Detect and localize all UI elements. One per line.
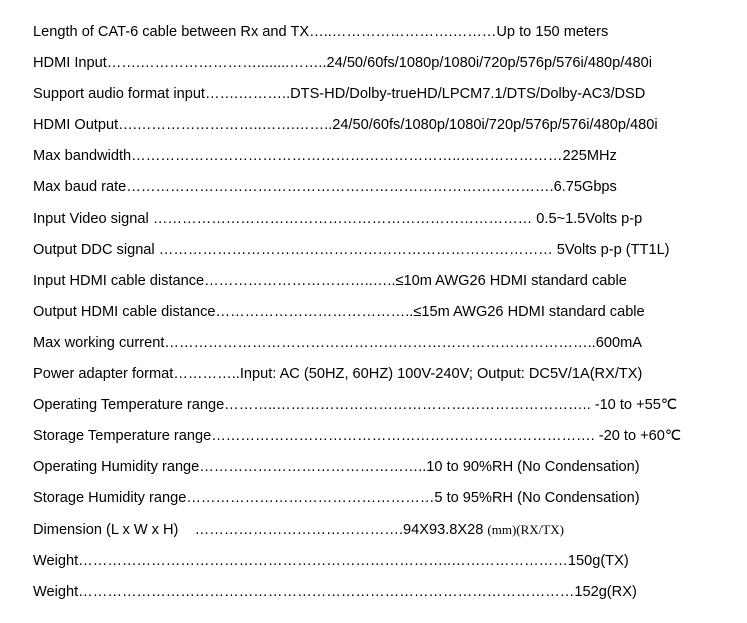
- spec-text: Output HDMI cable distance…………………………………..≤15m AWG26 HDMI standard cable: [33, 303, 645, 320]
- spec-text: Input Video signal …………………………………………………………………… 0.5~1.5Volts p-p: [33, 210, 643, 227]
- spec-text: Max bandwidth…………………………………………………………..…………………225MHz: [33, 148, 617, 165]
- spec-text: Length of CAT-6 cable between Rx and TX…..…………………….………Up to 150 meters: [33, 24, 609, 40]
- spec-operating-humidity: [33, 455, 693, 486]
- spec-cable-length: [33, 20, 693, 51]
- spec-hdmi-input: [33, 51, 693, 82]
- spec-text: Max baud rate…………………………………………………………………………….6.75Gbps: [33, 179, 617, 196]
- spec-text: Output DDC signal ……………………………………………………………………… 5Volts p-p (TT1L): [33, 241, 670, 258]
- spec-text: Storage Temperature range……………………………………………………………………. -20 to +60: [33, 428, 665, 445]
- spec-text: Storage Humidity range……………………………………………5 to 95%RH (No Condensation): [33, 490, 640, 507]
- spec-weight-rx: [33, 580, 693, 611]
- spec-input-video-signal: [33, 207, 693, 238]
- spec-text: Weight…………………………………………………………………..……………………150g(TX): [33, 552, 629, 569]
- spec-storage-humidity: [33, 486, 693, 517]
- spec-max-baud-rate: [33, 175, 693, 206]
- spec-unit: (mm)(RX/TX): [487, 521, 564, 537]
- spec-text: Max working current……………………………………………………………………………..600mA: [33, 334, 642, 351]
- spec-text: Weight…………………………………………………………………………………………152g(RX): [33, 583, 637, 600]
- spec-unit: ℃: [664, 428, 682, 445]
- spec-unit: ℃: [660, 397, 678, 414]
- spec-max-bandwidth: [33, 144, 693, 175]
- spec-hdmi-output: [33, 113, 693, 144]
- spec-text: Operating Humidity range………………………………………..10 to 90%RH (No Condensation): [33, 459, 640, 476]
- spec-weight-tx: [33, 549, 693, 580]
- spec-dimension: [33, 518, 693, 549]
- spec-text: Power adapter format…………..Input: AC (50HZ, 60HZ) 100V-240V; Output: DC5V/1A(RX/TX): [33, 366, 643, 383]
- specification-list: [33, 20, 693, 611]
- spec-operating-temperature: [33, 393, 693, 424]
- spec-storage-temperature: [33, 424, 693, 455]
- spec-output-ddc-signal: [33, 238, 693, 269]
- spec-text: Support audio format input…….………..DTS-HD/Dolby-trueHD/LPCM7.1/DTS/Dolby-AC3/DSD: [33, 86, 646, 103]
- spec-text: HDMI Output….……………………..…….……..24/50/60fs/1080p/1080i/720p/576p/576i/480p/480i: [33, 117, 658, 134]
- spec-text: HDMI Input…….……………………........……..24/50/60fs/1080p/1080i/720p/576p/576i/480p/480i: [33, 55, 652, 72]
- spec-input-cable-distance: [33, 269, 693, 300]
- spec-text: Dimension (L x W x H) …………………………………….94X93.8X28: [33, 521, 488, 538]
- spec-power-adapter: [33, 362, 693, 393]
- spec-text: Operating Temperature range………..……………………………………………………….. -10 to +55: [33, 397, 661, 414]
- spec-output-cable-distance: [33, 300, 693, 331]
- spec-max-working-current: [33, 331, 693, 362]
- spec-text: Input HDMI cable distance……………………………..…..≤10m AWG26 HDMI standard cable: [33, 272, 627, 289]
- spec-audio-format: [33, 82, 693, 113]
